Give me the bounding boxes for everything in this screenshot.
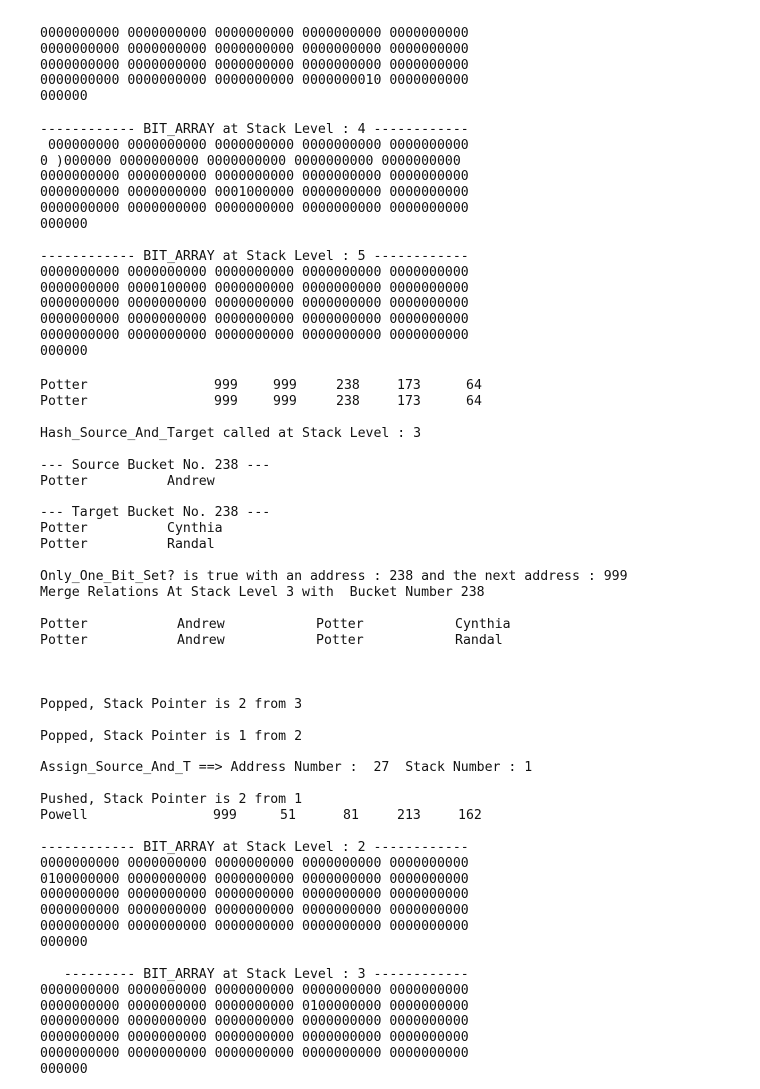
pushed-message xyxy=(40,792,540,824)
bit-row: 0000000000 0000000000 0000000000 0000000000 0000000000 xyxy=(40,855,469,871)
bit-array-header: ------------ BIT_ARRAY at Stack Level : 2 ------------ xyxy=(40,840,469,855)
bit-row: 0000000000 0000000000 0000000000 0000000000 0000000000 xyxy=(40,296,469,312)
bit-array-header: ------------ BIT_ARRAY at Stack Level : 4 ------------ xyxy=(40,122,469,137)
bit-row: 0000000000 0000000000 0000000000 0000000000 0000000000 xyxy=(40,903,469,919)
relation-cell: Andrew xyxy=(177,632,225,648)
record-name: Powell xyxy=(40,807,88,823)
record-value: 51 xyxy=(280,807,296,823)
bit-row: 0000000000 0000000000 0000000000 0000000010 0000000000 xyxy=(40,73,469,89)
bit-row: 0000000000 0000000000 0000000000 0000000000 0000000000 xyxy=(40,57,469,73)
source-bucket xyxy=(40,458,270,490)
record-value: 173 xyxy=(397,378,421,393)
table-row xyxy=(40,633,540,649)
record-value: 999 xyxy=(273,378,297,393)
bit-array-level-5 xyxy=(40,249,469,360)
relation-cell: Andrew xyxy=(177,617,225,632)
bucket-entry: Potter Cynthia xyxy=(40,520,223,536)
bit-row: 0000000000 0000000000 0000000000 0000000000 0000000000 xyxy=(40,26,469,41)
record-value: 173 xyxy=(397,393,421,409)
record-name: Potter xyxy=(40,378,88,393)
merge-message xyxy=(40,569,628,601)
record-value: 999 xyxy=(214,378,238,393)
target-bucket xyxy=(40,505,270,552)
log-line: Pushed, Stack Pointer is 2 from 1 xyxy=(40,792,303,807)
record-value: 999 xyxy=(214,393,238,409)
bit-array-tail xyxy=(40,26,469,105)
assign-message xyxy=(40,760,532,776)
bit-row: 0 )000000 0000000000 0000000000 0000000000 0000000000 xyxy=(40,153,461,169)
bit-array-level-4 xyxy=(40,122,469,233)
record-table xyxy=(40,378,540,410)
bit-array-header: ------------ BIT_ARRAY at Stack Level : 5 ------------ xyxy=(40,249,469,264)
relation-cell: Cynthia xyxy=(455,617,511,632)
relation-cell: Randal xyxy=(455,632,503,648)
record-name: Potter xyxy=(40,393,88,409)
bit-array-level-2 xyxy=(40,840,469,951)
popped-message xyxy=(40,697,302,713)
bucket-header: --- Target Bucket No. 238 --- xyxy=(40,505,271,520)
log-line: Hash_Source_And_Target called at Stack Level : 3 xyxy=(40,426,422,441)
bit-row: 0000000000 0000000000 0000000000 0000000000 0000000000 xyxy=(40,312,469,328)
bit-row: 000000 xyxy=(40,343,88,359)
bit-row: 000000 xyxy=(40,934,88,950)
bit-row: 000000 xyxy=(40,89,88,105)
bit-row: 0000000000 0000000000 0000000000 0000000000 0000000000 xyxy=(40,1014,469,1030)
table-row xyxy=(40,808,540,824)
hash-call-message xyxy=(40,426,421,442)
record-value: 81 xyxy=(343,807,359,823)
merged-relations xyxy=(40,617,540,649)
bucket-entry: Potter Randal xyxy=(40,536,215,552)
table-row xyxy=(40,394,540,410)
bit-row: 0000000000 0000000000 0000000000 0000000000 0000000000 xyxy=(40,1030,469,1046)
bucket-entry: Potter Andrew xyxy=(40,473,215,489)
bit-row: 000000 xyxy=(40,216,88,232)
bit-row: 0000000000 0000000000 0000000000 0000000000 0000000000 xyxy=(40,982,469,998)
popped-message xyxy=(40,729,302,745)
record-value: 238 xyxy=(336,393,360,409)
table-row xyxy=(40,378,540,394)
bit-row: 0000000000 0000100000 0000000000 0000000000 0000000000 xyxy=(40,280,469,296)
bit-row: 0000000000 0000000000 0000000000 0000000000 0000000000 xyxy=(40,1045,469,1061)
bit-row: 000000000 0000000000 0000000000 0000000000 0000000000 xyxy=(40,137,469,153)
record-value: 238 xyxy=(336,378,360,393)
bit-row: 0100000000 0000000000 0000000000 0000000000 0000000000 xyxy=(40,871,469,887)
relation-cell: Potter xyxy=(316,632,364,648)
record-value: 64 xyxy=(466,378,482,393)
bit-row: 0000000000 0000000000 0000000000 0100000000 0000000000 xyxy=(40,998,469,1014)
bit-row: 0000000000 0000000000 0000000000 0000000000 0000000000 xyxy=(40,918,469,934)
bit-row: 0000000000 0000000000 0000000000 0000000000 0000000000 xyxy=(40,200,469,216)
bit-row: 0000000000 0000000000 0000000000 0000000000 0000000000 xyxy=(40,41,469,57)
log-line: Merge Relations At Stack Level 3 with Bucket Number 238 xyxy=(40,584,485,600)
bit-array-header: --------- BIT_ARRAY at Stack Level : 3 ------------ xyxy=(40,967,469,982)
relation-cell: Potter xyxy=(40,632,88,648)
bit-row: 0000000000 0000000000 0000000000 0000000000 0000000000 xyxy=(40,169,469,185)
relation-cell: Potter xyxy=(316,617,364,632)
bit-row: 0000000000 0000000000 0000000000 0000000000 0000000000 xyxy=(40,887,469,903)
relation-cell: Potter xyxy=(40,617,88,632)
bit-row: 0000000000 0000000000 0000000000 0000000000 0000000000 xyxy=(40,327,469,343)
record-value: 162 xyxy=(458,807,482,823)
bit-row: 0000000000 0000000000 0001000000 0000000000 0000000000 xyxy=(40,185,469,201)
log-line: Assign_Source_And_T ==> Address Number : 27 Stack Number : 1 xyxy=(40,760,533,775)
bit-array-level-3 xyxy=(40,967,469,1078)
bit-row: 0000000000 0000000000 0000000000 0000000000 0000000000 xyxy=(40,264,469,280)
log-line: Popped, Stack Pointer is 2 from 3 xyxy=(40,697,303,712)
record-value: 213 xyxy=(397,807,421,823)
record-value: 64 xyxy=(466,393,482,409)
bit-row: 000000 xyxy=(40,1061,88,1077)
log-line: Popped, Stack Pointer is 1 from 2 xyxy=(40,729,303,744)
table-row xyxy=(40,617,540,633)
record-value: 999 xyxy=(213,807,237,823)
bucket-header: --- Source Bucket No. 238 --- xyxy=(40,458,271,473)
record-value: 999 xyxy=(273,393,297,409)
log-line: Only_One_Bit_Set? is true with an address : 238 and the next address : 999 xyxy=(40,569,628,584)
